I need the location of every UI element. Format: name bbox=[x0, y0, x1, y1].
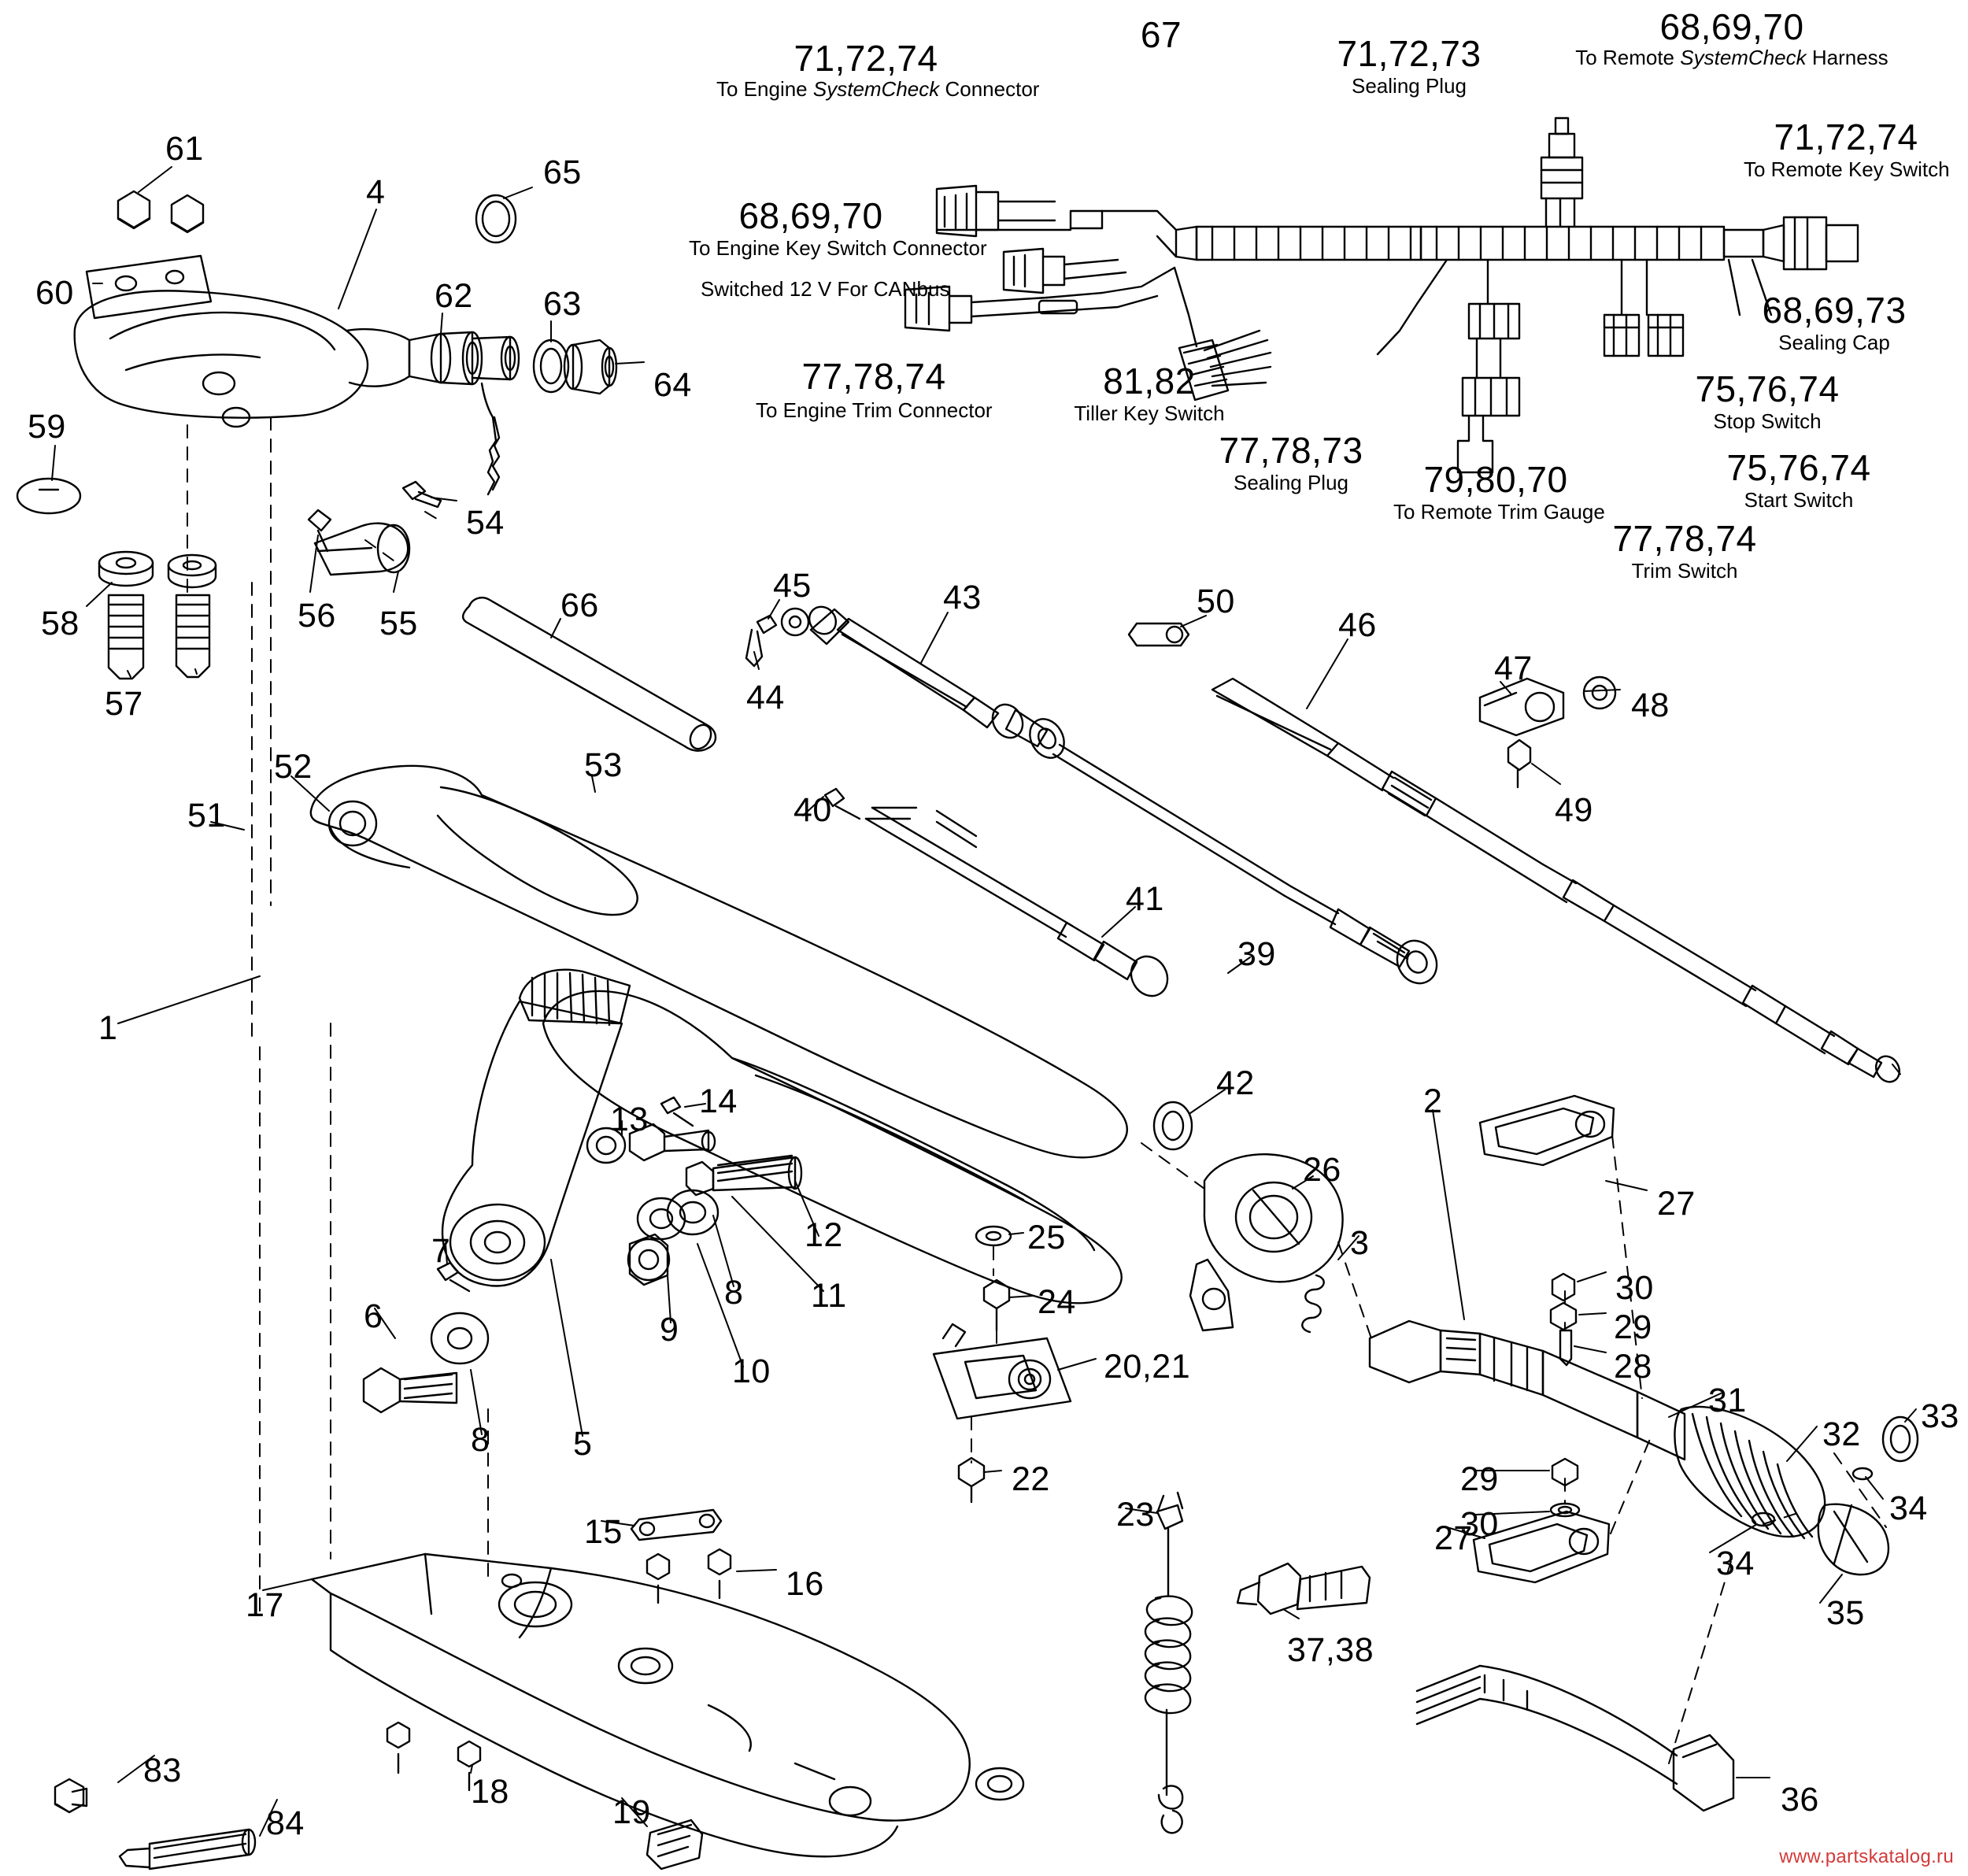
callout-caption-stop-switch: Stop Switch bbox=[1713, 409, 1822, 433]
part-number-26: 26 bbox=[1303, 1151, 1341, 1189]
part-number-24: 24 bbox=[1038, 1283, 1076, 1321]
part-number-51: 51 bbox=[187, 797, 226, 834]
part-number-57: 57 bbox=[105, 685, 143, 723]
part-number-55: 55 bbox=[379, 605, 418, 642]
part-number-30: 30 bbox=[1615, 1269, 1654, 1307]
callout-number-71-72-74-remote-key: 71,72,74 bbox=[1774, 117, 1918, 157]
part-number-40: 40 bbox=[793, 791, 832, 829]
part-number-25: 25 bbox=[1027, 1219, 1066, 1256]
part-number-34: 34 bbox=[1716, 1545, 1755, 1582]
part-number-58: 58 bbox=[41, 605, 80, 642]
callout-number-68-69-70-engine-key: 68,69,70 bbox=[738, 195, 883, 236]
callout-caption-start-switch: Start Switch bbox=[1744, 488, 1854, 512]
part-number-84: 84 bbox=[266, 1804, 305, 1842]
part-number-53: 53 bbox=[584, 746, 623, 784]
part-number-42: 42 bbox=[1216, 1064, 1255, 1102]
part-number-8: 8 bbox=[471, 1421, 490, 1459]
callout-number-75-76-74-stop: 75,76,74 bbox=[1695, 368, 1840, 409]
part-number-60: 60 bbox=[35, 274, 74, 312]
part-number-30: 30 bbox=[1460, 1505, 1499, 1543]
part-number-50: 50 bbox=[1197, 583, 1235, 620]
part-number-49: 49 bbox=[1555, 791, 1593, 829]
callout-caption-sealing-cap: Sealing Cap bbox=[1778, 331, 1890, 354]
part-number-17: 17 bbox=[246, 1586, 284, 1624]
part-number-4: 4 bbox=[366, 173, 386, 211]
watermark: www.partskatalog.ru bbox=[1779, 1846, 1954, 1867]
caption-text-part-1: To Engine bbox=[716, 77, 813, 101]
callout-number-71-72-74-engine: 71,72,74 bbox=[793, 38, 938, 79]
part-number-56: 56 bbox=[298, 597, 336, 635]
part-number-19: 19 bbox=[612, 1793, 651, 1831]
part-number-7: 7 bbox=[431, 1232, 451, 1270]
callout-number-77-78-73-sealing-plug: 77,78,73 bbox=[1219, 430, 1363, 471]
part-number-59: 59 bbox=[28, 408, 66, 446]
callout-caption-remote-trim-gauge: To Remote Trim Gauge bbox=[1393, 500, 1605, 524]
part-number-36: 36 bbox=[1781, 1781, 1819, 1819]
callout-number-77-78-74-trim: 77,78,74 bbox=[1612, 518, 1757, 559]
part-number-29: 29 bbox=[1614, 1308, 1652, 1346]
part-number-45: 45 bbox=[773, 567, 812, 605]
part-number-14: 14 bbox=[699, 1082, 738, 1120]
part-number-6: 6 bbox=[364, 1297, 383, 1335]
callout-number-67: 67 bbox=[1140, 14, 1182, 55]
part-number-23: 23 bbox=[1116, 1496, 1155, 1534]
part-number-41: 41 bbox=[1126, 880, 1164, 918]
part-number-43: 43 bbox=[943, 579, 982, 616]
part-number-37-38: 37,38 bbox=[1287, 1631, 1374, 1669]
part-number-16: 16 bbox=[786, 1565, 824, 1603]
part-number-22: 22 bbox=[1012, 1460, 1050, 1498]
callout-number-68-69-73-sealing-cap: 68,69,73 bbox=[1762, 290, 1907, 331]
callout-caption-sealing-plug-top: Sealing Plug bbox=[1352, 74, 1467, 98]
part-number-31: 31 bbox=[1708, 1382, 1747, 1419]
part-number-65: 65 bbox=[543, 154, 582, 191]
part-number-27: 27 bbox=[1434, 1519, 1473, 1557]
part-number-35: 35 bbox=[1826, 1594, 1865, 1632]
callout-caption-engine-systemcheck bbox=[716, 77, 1040, 102]
part-number-83: 83 bbox=[143, 1752, 182, 1789]
part-number-27: 27 bbox=[1657, 1185, 1696, 1223]
part-number-32: 32 bbox=[1822, 1415, 1861, 1453]
part-number-62: 62 bbox=[435, 277, 473, 315]
callout-number-75-76-74-start: 75,76,74 bbox=[1726, 447, 1871, 488]
part-number-33: 33 bbox=[1921, 1397, 1959, 1435]
part-number-12: 12 bbox=[805, 1216, 843, 1254]
part-number-8: 8 bbox=[724, 1274, 744, 1312]
part-number-34: 34 bbox=[1889, 1489, 1928, 1527]
note-switched-12v-canbus: Switched 12 V For CANbus bbox=[701, 277, 950, 301]
part-number-3: 3 bbox=[1350, 1224, 1370, 1262]
callout-number-81-82-tiller-key: 81,82 bbox=[1103, 361, 1196, 401]
part-number-5: 5 bbox=[573, 1425, 593, 1463]
part-number-9: 9 bbox=[660, 1311, 679, 1349]
caption-text-part-2: Connector bbox=[939, 77, 1040, 101]
part-number-15: 15 bbox=[584, 1513, 623, 1551]
part-number-44: 44 bbox=[746, 679, 785, 716]
part-number-11: 11 bbox=[811, 1277, 847, 1315]
callout-number-68-69-70-remote: 68,69,70 bbox=[1659, 6, 1804, 47]
part-number-1: 1 bbox=[98, 1009, 118, 1047]
callout-caption-engine-trim: To Engine Trim Connector bbox=[756, 398, 993, 422]
part-number-63: 63 bbox=[543, 285, 582, 323]
part-number-18: 18 bbox=[471, 1773, 509, 1811]
part-number-10: 10 bbox=[732, 1352, 771, 1390]
callout-number-79-80-70-trim-gauge: 79,80,70 bbox=[1423, 459, 1568, 500]
part-number-48: 48 bbox=[1631, 686, 1670, 724]
callout-caption-engine-key-switch: To Engine Key Switch Connector bbox=[689, 236, 987, 260]
part-number-39: 39 bbox=[1237, 935, 1276, 973]
callout-caption-trim-switch: Trim Switch bbox=[1631, 559, 1738, 583]
part-number-13: 13 bbox=[610, 1101, 649, 1138]
caption-italic-systemcheck: SystemCheck bbox=[1680, 46, 1807, 69]
caption-text-italic: SystemCheck bbox=[812, 77, 940, 101]
part-number-54: 54 bbox=[466, 504, 505, 542]
part-number-2: 2 bbox=[1423, 1082, 1443, 1120]
callout-number-71-72-73-sealing-plug: 71,72,73 bbox=[1337, 33, 1482, 74]
callout-caption-remote-systemcheck: To Remote SystemCheck Harness bbox=[1575, 46, 1888, 69]
part-number-47: 47 bbox=[1494, 649, 1533, 687]
part-number-29: 29 bbox=[1460, 1460, 1499, 1498]
part-number-28: 28 bbox=[1614, 1348, 1652, 1386]
part-number-20-21: 20,21 bbox=[1104, 1348, 1191, 1386]
callout-number-77-78-74-engine-trim: 77,78,74 bbox=[801, 356, 946, 397]
callout-caption-remote-key-switch: To Remote Key Switch bbox=[1744, 157, 1950, 181]
part-number-64: 64 bbox=[653, 366, 692, 404]
part-number-52: 52 bbox=[274, 748, 313, 786]
part-number-61: 61 bbox=[165, 130, 204, 168]
callout-caption-sealing-plug-lower: Sealing Plug bbox=[1234, 471, 1348, 494]
part-number-46: 46 bbox=[1338, 606, 1377, 644]
part-number-66: 66 bbox=[560, 586, 599, 624]
callout-caption-tiller-key-switch: Tiller Key Switch bbox=[1074, 401, 1225, 425]
